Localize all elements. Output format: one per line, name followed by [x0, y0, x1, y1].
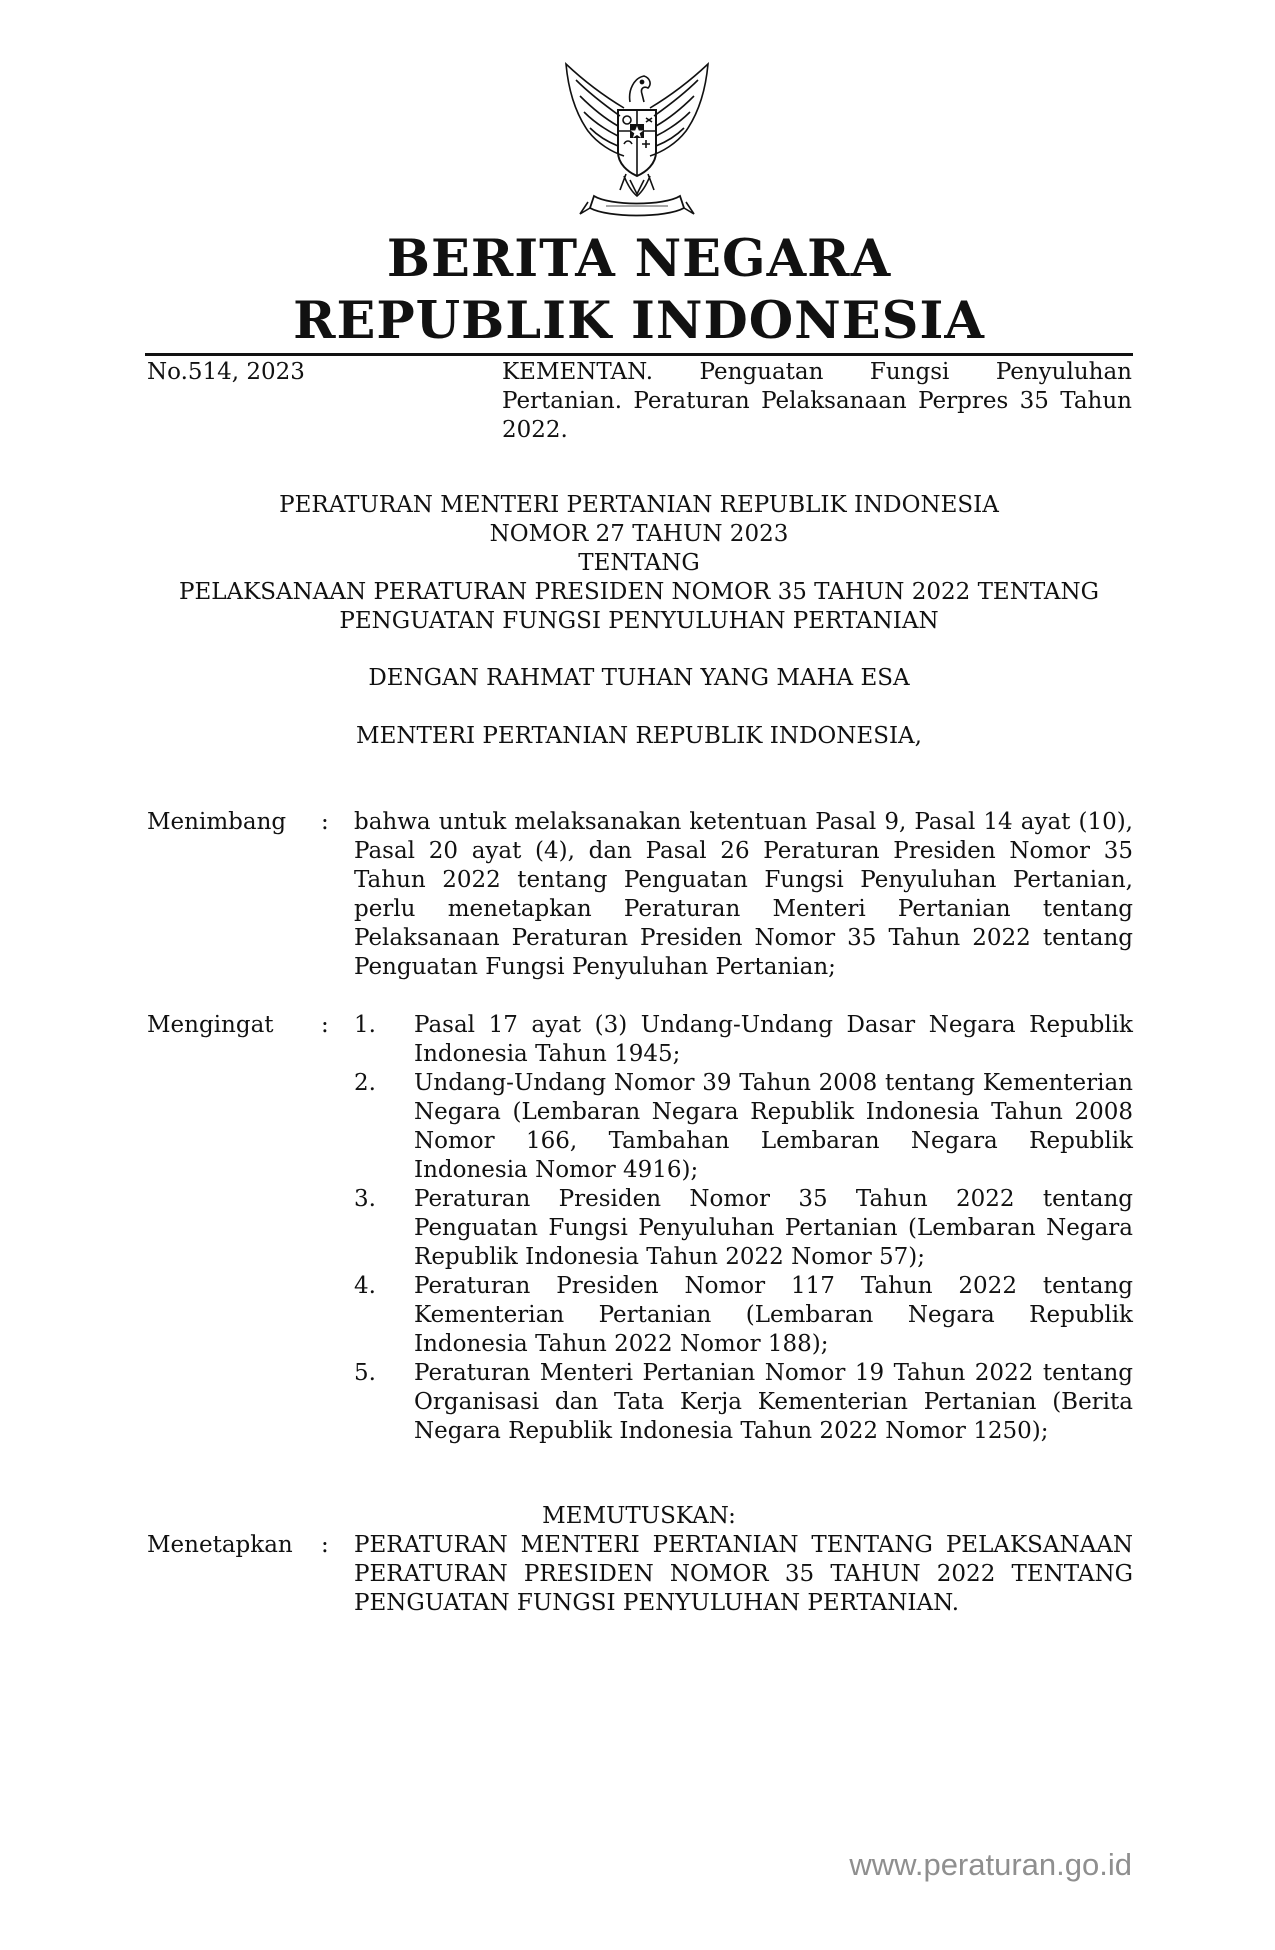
masthead-title: BERITA NEGARA	[386, 229, 892, 289]
list-item	[354, 1359, 1133, 1446]
title-line: PELAKSANAAN PERATURAN PRESIDEN NOMOR 35 TAHUN 2022 TENTANG	[178, 579, 1100, 605]
list-item-text: Peraturan Presiden Nomor 35 Tahun 2022 tentang Penguatan Fungsi Penyuluhan Pertanian (Lembaran Negara Republik Indonesia Tahun 2022 Nomor 57);	[414, 1186, 1133, 1270]
masthead-divider	[145, 353, 1133, 356]
menetapkan-label: Menetapkan	[147, 1532, 293, 1558]
list-item-text: Undang-Undang Nomor 39 Tahun 2008 tentang Kementerian Negara (Lembaran Negara Republik Indonesia Tahun 2008 Nomor 166, Tambahan Lembaran Negara Republik Indonesia Nomor 4916);	[414, 1070, 1133, 1183]
menimbang-colon: :	[321, 809, 329, 835]
list-item	[354, 1011, 1133, 1069]
menetapkan-colon: :	[321, 1532, 329, 1558]
mengingat-list	[354, 1011, 1133, 1446]
list-item-text: Peraturan Presiden Nomor 117 Tahun 2022 tentang Kementerian Pertanian (Lembaran Negara Republik Indonesia Tahun 2022 Nomor 188);	[414, 1273, 1133, 1357]
mengingat-colon: :	[321, 1012, 329, 1038]
document-summary: KEMENTAN. Penguatan Fungsi Penyuluhan Pertanian. Peraturan Pelaksanaan Perpres 35 Tahun 2022.	[502, 359, 1132, 443]
list-item	[354, 1069, 1133, 1185]
memutuskan-heading: MEMUTUSKAN:	[542, 1503, 736, 1529]
watermark-link[interactable]: www.peraturan.go.id	[849, 1847, 1132, 1882]
list-item-text: Peraturan Menteri Pertanian Nomor 19 Tahun 2022 tentang Organisasi dan Tata Kerja Kementerian Pertanian (Berita Negara Republik Indonesia Tahun 2022 Nomor 1250);	[414, 1360, 1133, 1444]
rahmat-line: DENGAN RAHMAT TUHAN YANG MAHA ESA	[368, 665, 910, 691]
menimbang-label: Menimbang	[147, 809, 287, 835]
title-line: PENGUATAN FUNGSI PENYULUHAN PERTANIAN	[339, 608, 939, 634]
list-item-number: 5.	[354, 1360, 376, 1386]
garuda-pancasila-emblem-icon	[554, 56, 720, 226]
menteri-line: MENTERI PERTANIAN REPUBLIK INDONESIA,	[356, 723, 922, 749]
list-item	[354, 1185, 1133, 1272]
list-item-number: 4.	[354, 1273, 376, 1299]
title-line: NOMOR 27 TAHUN 2023	[489, 521, 789, 547]
list-item-number: 3.	[354, 1186, 376, 1212]
document-number: No.514, 2023	[147, 359, 305, 385]
mengingat-label: Mengingat	[147, 1012, 274, 1038]
title-line: PERATURAN MENTERI PERTANIAN REPUBLIK INDONESIA	[279, 492, 999, 518]
list-item-number: 1.	[354, 1012, 376, 1038]
regulation-title	[145, 491, 1133, 636]
list-item-text: Pasal 17 ayat (3) Undang-Undang Dasar Negara Republik Indonesia Tahun 1945;	[414, 1012, 1133, 1067]
list-item	[354, 1272, 1133, 1359]
list-item-number: 2.	[354, 1070, 376, 1096]
masthead-subtitle: REPUBLIK INDONESIA	[293, 291, 985, 351]
title-line: TENTANG	[578, 550, 700, 576]
menetapkan-text: PERATURAN MENTERI PERTANIAN TENTANG PELAKSANAAN PERATURAN PRESIDEN NOMOR 35 TAHUN 2022 TENTANG PENGUATAN FUNGSI PENYULUHAN PERTANIAN.	[354, 1532, 1133, 1616]
menimbang-text: bahwa untuk melaksanakan ketentuan Pasal 9, Pasal 14 ayat (10), Pasal 20 ayat (4), dan Pasal 26 Peraturan Presiden Nomor 35 Tahun 2022 tentang Penguatan Fungsi Penyuluhan Pertanian, perlu menetapkan Peraturan Menteri Pertanian tentang Pelaksanaan Peraturan Presiden Nomor 35 Tahun 2022 tentang Penguatan Fungsi Penyuluhan Pertanian;	[354, 809, 1133, 980]
